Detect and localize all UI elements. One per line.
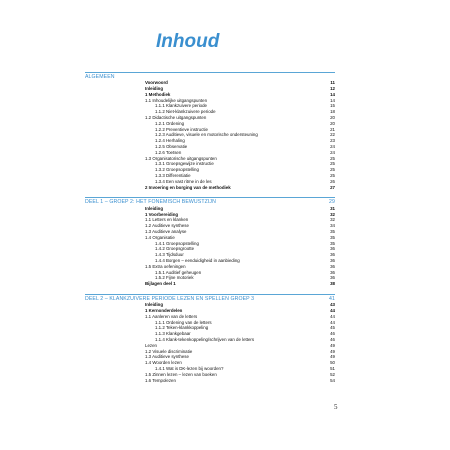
toc-entry-title: 1.3.3 Differentiatie bbox=[155, 173, 191, 179]
toc-entry-page: 49 bbox=[330, 354, 335, 360]
toc-entry-page: 20 bbox=[330, 115, 335, 121]
toc-entry-page: 27 bbox=[330, 184, 335, 190]
toc-entry-title: 1.1 Inhoudelijke uitgangspunten bbox=[145, 97, 208, 103]
toc-entry-title: 1.1.3 Klankgebaar bbox=[155, 331, 191, 337]
toc-entry-title: 1 Voorbereiding bbox=[145, 211, 179, 217]
toc-entry-page: 44 bbox=[330, 307, 335, 313]
toc-entry-page: 21 bbox=[330, 126, 335, 132]
toc-entry-title: 1.1.4 Klank-tekenkoppeling/schrijven van de letters bbox=[155, 336, 255, 342]
toc-entry-title: 1.4 Organisatie bbox=[145, 234, 175, 240]
toc-entry-page: 35 bbox=[330, 228, 335, 234]
section-heading-label: DEEL 1 – GROEP 2: HET FONEMISCH BEWUSTZIJN bbox=[85, 199, 216, 206]
toc-entry-title: 1.5 Extra oefeningen bbox=[145, 263, 186, 269]
toc-entry-title: 1 Kernonderdelen bbox=[145, 307, 183, 313]
toc-entry-page: 34 bbox=[330, 223, 335, 229]
toc-entry-title: Inleiding bbox=[145, 205, 164, 211]
toc-entry-page: 12 bbox=[330, 86, 335, 92]
toc-entry-page: 36 bbox=[330, 263, 335, 269]
toc-entry-title: 1.3 Auditieve analyse bbox=[145, 228, 187, 234]
toc-entry-title: 1.3.1 Groepsgewijze instructie bbox=[155, 161, 214, 167]
toc-entry-page: 49 bbox=[330, 342, 335, 348]
toc-section bbox=[85, 197, 335, 286]
toc-entry-title: 1.2.3 Auditieve, visuele en motorische ondersteuning bbox=[155, 132, 258, 138]
toc-entry-title: Lezen bbox=[145, 342, 157, 348]
toc-entry-page: 35 bbox=[330, 240, 335, 246]
toc-entry-title: 1.2.4 Herhaling bbox=[155, 138, 185, 144]
toc-entry-page: 32 bbox=[330, 211, 335, 217]
toc-entry-page: 46 bbox=[330, 331, 335, 337]
toc-entry-title: Inleiding bbox=[145, 302, 164, 308]
toc-entry-title: 1.2.6 Toetsen bbox=[155, 149, 182, 155]
toc-entry-title: 1.1.2 Niet-klankzuivere periode bbox=[155, 109, 216, 115]
toc-entry-title: 1.2.1 Ordening bbox=[155, 120, 185, 126]
toc-entry-title: 1.1.2 Teken-klankkoppeling bbox=[155, 325, 209, 331]
toc-entry-title: Bijlagen deel 1 bbox=[145, 281, 176, 287]
toc-entry-title: 1.2.5 Observatie bbox=[155, 144, 188, 150]
toc-entry-page: 35 bbox=[330, 234, 335, 240]
toc-entry-title: 1.1.1 Klankzuivere periode bbox=[155, 103, 207, 109]
toc-entry-page: 36 bbox=[330, 246, 335, 252]
toc-entry-title: 1.2 Auditieve synthese bbox=[145, 223, 189, 229]
toc-entry-title: 1.5.1 Auditief geheugen bbox=[155, 269, 202, 275]
toc-entry-page: 26 bbox=[330, 178, 335, 184]
toc-entry-page: 14 bbox=[330, 97, 335, 103]
toc-entry-page: 38 bbox=[330, 281, 335, 287]
toc-entry-page: 14 bbox=[330, 91, 335, 97]
toc-entry-page: 25 bbox=[330, 155, 335, 161]
toc-entry-title: 1.3.2 Groepsopstelling bbox=[155, 167, 199, 173]
toc-entry-page: 11 bbox=[330, 80, 335, 86]
toc-entry-title: 1.4 Woorden lezen bbox=[145, 360, 182, 366]
section-heading-label: ALGEMEEN bbox=[85, 74, 115, 80]
toc-entry-page: 24 bbox=[330, 149, 335, 155]
toc-entry-title: 1.5 Zinnen lezen – lezen van boeken bbox=[145, 371, 217, 377]
section-heading-page: 41 bbox=[329, 295, 335, 302]
toc-entry-page: 25 bbox=[330, 161, 335, 167]
toc-entry-page: 36 bbox=[330, 269, 335, 275]
toc-entry-page: 22 bbox=[330, 132, 335, 138]
toc-entry-page: 18 bbox=[330, 109, 335, 115]
section-heading-page: 29 bbox=[329, 199, 335, 206]
toc-entry-page: 24 bbox=[330, 144, 335, 150]
toc-entry-title: 1.3 Auditieve synthese bbox=[145, 354, 189, 360]
toc-entry-title: 1.1 Aanleren van de letters bbox=[145, 313, 198, 319]
toc-entry-page: 23 bbox=[330, 138, 335, 144]
toc-entry-page: 31 bbox=[330, 205, 335, 211]
toc-entry-title: 1.4.2 Groepsgrootte bbox=[155, 246, 195, 252]
toc-entry-page: 50 bbox=[330, 360, 335, 366]
toc-entry-title: Inleiding bbox=[145, 86, 164, 92]
page-number: 5 bbox=[334, 403, 338, 411]
toc-entry-title: 1.5.2 Fijne motoriek bbox=[155, 275, 194, 281]
toc-section bbox=[85, 72, 335, 190]
toc-entry-page: 43 bbox=[330, 302, 335, 308]
toc-section bbox=[85, 294, 335, 383]
toc-entry-page: 52 bbox=[330, 371, 335, 377]
toc-entry-page: 20 bbox=[330, 120, 335, 126]
toc-entry-page: 45 bbox=[330, 325, 335, 331]
toc-entry[interactable] bbox=[85, 185, 335, 191]
toc-entry[interactable] bbox=[85, 378, 335, 384]
toc-entry-page: 51 bbox=[330, 365, 335, 371]
toc-entry-title: 1.4.1 Wat is DK-lezen bij woorden? bbox=[155, 365, 224, 371]
toc-entry-title: 1.3 Organisatorische uitgangspunten bbox=[145, 155, 217, 161]
table-of-contents bbox=[85, 72, 335, 383]
toc-entry-page: 46 bbox=[330, 336, 335, 342]
toc-entry-page: 32 bbox=[330, 217, 335, 223]
toc-entry-page: 36 bbox=[330, 257, 335, 263]
toc-entry-title: 1.2 Visuele discriminatie bbox=[145, 348, 193, 354]
toc-entry-title: 1.2.2 Preventieve instructie bbox=[155, 126, 208, 132]
toc-entry-title: 2 Invoering en borging van de methodiek bbox=[145, 184, 231, 190]
toc-entry-page: 25 bbox=[330, 167, 335, 173]
toc-entry-title: 1 Methodiek bbox=[145, 91, 171, 97]
toc-entry-title: 1.4.4 Borgen – eenduidigheid in aanbieding bbox=[155, 257, 240, 263]
toc-entry-title: 1.3.4 Een vast ritme in de les bbox=[155, 178, 212, 184]
toc-entry-title: 1.1 Letters en klanken bbox=[145, 217, 189, 223]
toc-entry-page: 49 bbox=[330, 348, 335, 354]
toc-entry-title: 1.1.1 Ordening van de letters bbox=[155, 319, 212, 325]
toc-entry-page: 36 bbox=[330, 252, 335, 258]
toc-entry[interactable] bbox=[85, 281, 335, 287]
toc-entry-title: 1.4.3 Tijdsduur bbox=[155, 252, 184, 258]
toc-entry-title: 1.4.1 Groepsopstelling bbox=[155, 240, 199, 246]
toc-entry-title: 1.6 Tempolezen bbox=[145, 377, 176, 383]
toc-entry-page: 25 bbox=[330, 173, 335, 179]
page-title: Inhoud bbox=[156, 31, 220, 52]
toc-entry-title: 1.2 Didactische uitgangspunten bbox=[145, 115, 207, 121]
section-heading-label: DEEL 2 – KLANKZUIVERE PERIODE LEZEN EN SPELLEN GROEP 3 bbox=[85, 295, 255, 302]
toc-entry-page: 54 bbox=[330, 377, 335, 383]
toc-entry-page: 44 bbox=[330, 319, 335, 325]
toc-entry-title: Voorwoord bbox=[145, 80, 168, 86]
toc-entry-page: 15 bbox=[330, 103, 335, 109]
toc-entry-page: 44 bbox=[330, 313, 335, 319]
toc-entry-page: 36 bbox=[330, 275, 335, 281]
